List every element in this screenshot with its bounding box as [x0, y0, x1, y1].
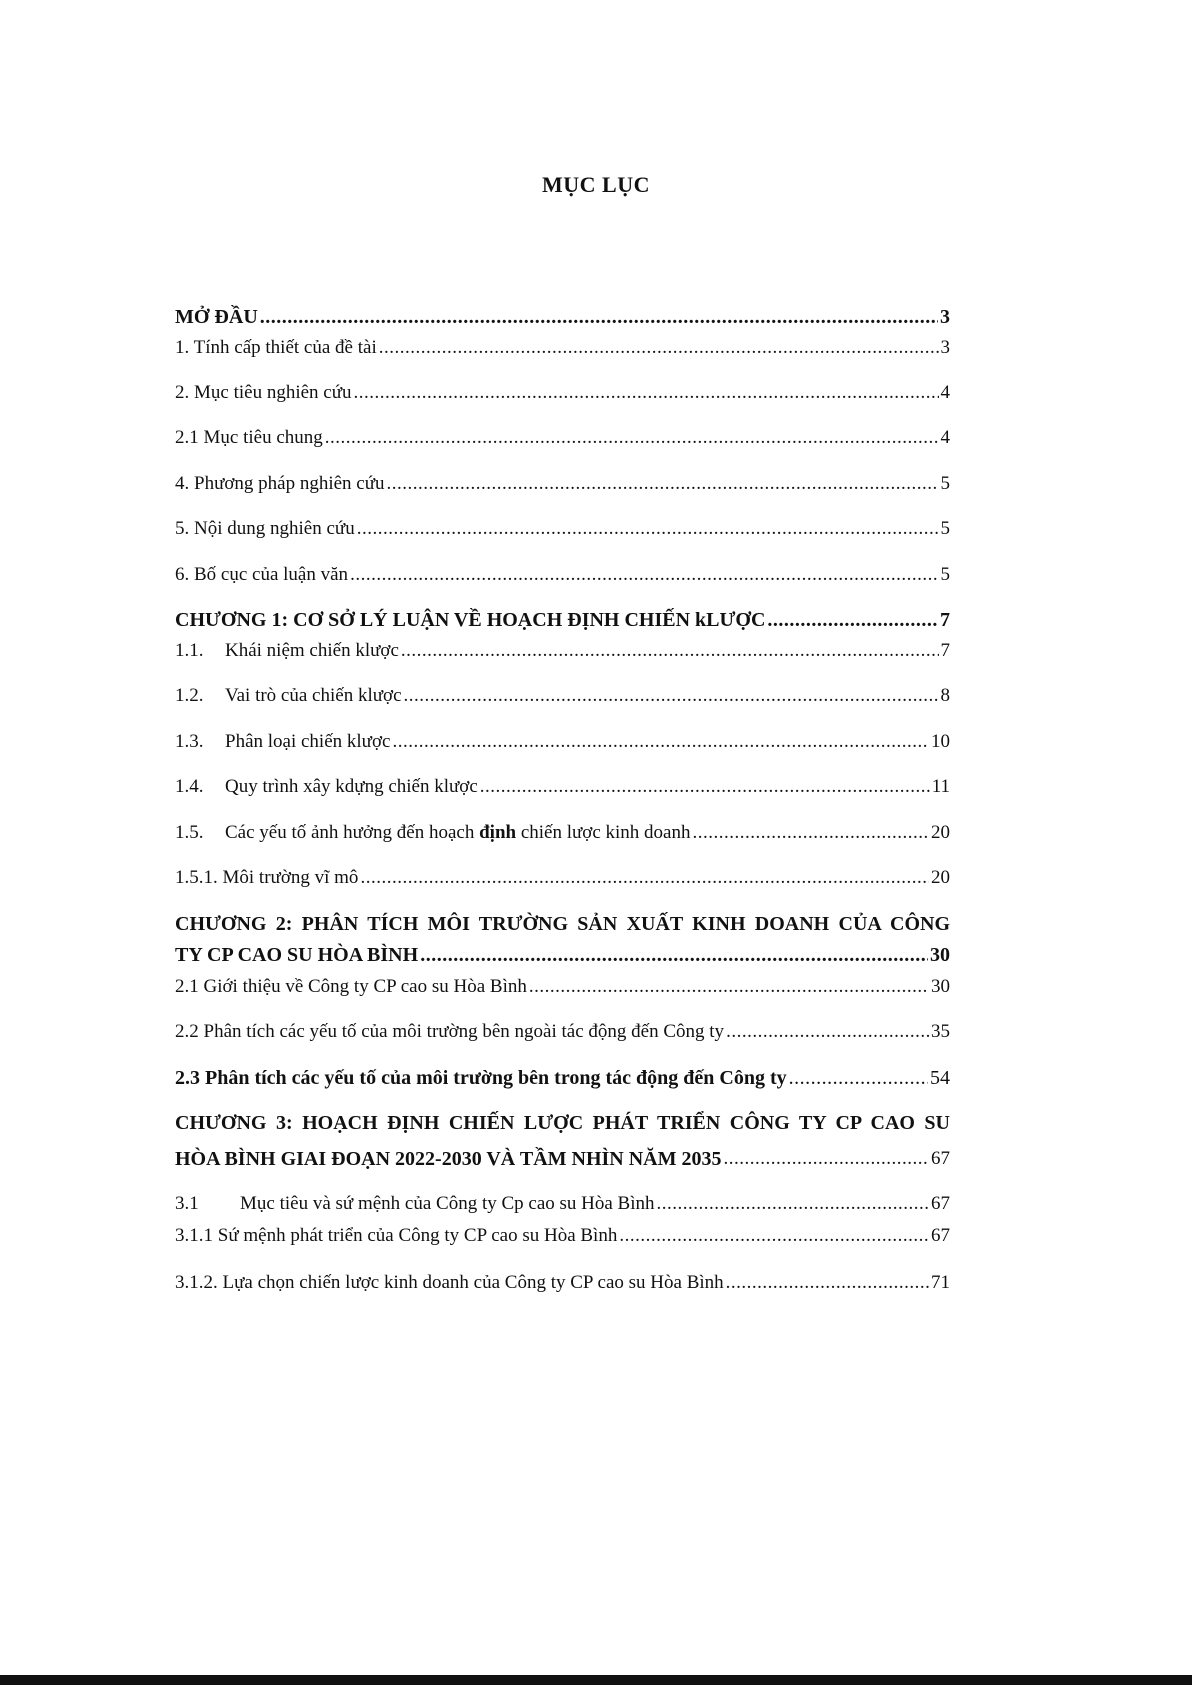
toc-entry-text: CHƯƠNG 1: CƠ SỞ LÝ LUẬN VỀ HOẠCH ĐỊNH CHIẾN kLƯỢC [175, 609, 766, 631]
toc-page-number: 54 [930, 1067, 950, 1089]
toc-entry-text: 2.1 Giới thiệu về Công ty CP cao su Hòa Bình [175, 976, 527, 997]
toc-leader-dots [387, 471, 939, 497]
toc-page-number: 67 [931, 1148, 950, 1169]
toc-entry-text: 5. Nội dung nghiên cứu [175, 518, 355, 539]
toc-leader-dots [480, 774, 930, 800]
toc-entry-number: 1.2. [175, 685, 204, 706]
toc-leader-dots [325, 425, 939, 451]
toc-entry-text-bold: định [479, 822, 517, 843]
toc-leader-dots [789, 1065, 928, 1091]
toc-leader-dots [379, 335, 939, 361]
toc-entry-text: 3.1.1 Sứ mệnh phát triển của Công ty CP cao su Hòa Bình [175, 1225, 618, 1246]
toc-entry-number: 1.3. [175, 731, 204, 752]
toc-entry[interactable] [175, 1019, 950, 1045]
toc-entry-text: Quy trình xây kdựng chiến klược [225, 776, 478, 797]
toc-entry-text: Khái niệm chiến klược [225, 640, 399, 661]
toc-leader-dots [529, 974, 929, 1000]
toc-entry-number: 1.5. [175, 822, 204, 843]
toc-entry-number: 1.4. [175, 776, 204, 797]
toc-page-number: 4 [940, 382, 950, 403]
toc-entry-text: MỞ ĐẦU [175, 306, 258, 328]
toc-entry-text: TY CP CAO SU HÒA BÌNH [175, 944, 419, 966]
toc-entry-chapter-1[interactable] [175, 607, 950, 633]
toc-leader-dots [260, 304, 938, 330]
toc-page-number: 4 [940, 427, 950, 448]
toc-chapter-2-heading[interactable]: CHƯƠNG 2: PHÂN TÍCH MÔI TRƯỜNG SẢN XUẤT KINH DOANH CỦA CÔNG [175, 913, 950, 935]
toc-entry-number: 1.1. [175, 640, 204, 661]
toc-entry[interactable] [175, 1191, 950, 1217]
toc-entry[interactable] [175, 471, 950, 497]
toc-entry[interactable] [175, 774, 950, 800]
toc-page-number: 5 [940, 564, 950, 585]
toc-page-number: 3 [940, 306, 950, 328]
toc-entry[interactable] [175, 1223, 950, 1249]
toc-leader-dots [392, 729, 929, 755]
toc-entry-text: Các yếu tố ảnh hưởng đến hoạch [225, 822, 480, 843]
toc-page-number: 7 [940, 609, 950, 631]
toc-entry-chapter-3[interactable] [175, 1146, 950, 1172]
toc-entry-number: 3.1 [175, 1193, 199, 1214]
toc-entry[interactable] [175, 638, 950, 664]
toc-entry[interactable] [175, 335, 950, 361]
toc-entry[interactable] [175, 1270, 950, 1296]
toc-page-number: 10 [931, 731, 950, 752]
toc-entry-text: Phân loại chiến klược [225, 731, 391, 752]
toc-entry-text: 4. Phương pháp nghiên cứu [175, 473, 385, 494]
toc-leader-dots [619, 1223, 929, 1249]
toc-entry-text: 3.1.2. Lựa chọn chiến lược kinh doanh của Công ty CP cao su Hòa Bình [175, 1272, 724, 1293]
toc-page-number: 5 [940, 518, 950, 539]
toc-page-number: 5 [940, 473, 950, 494]
toc-page-number: 71 [931, 1272, 950, 1293]
toc-leader-dots [360, 865, 929, 891]
toc-page-number: 11 [931, 776, 950, 797]
toc-entry-text: 2.1 Mục tiêu chung [175, 427, 323, 448]
bottom-edge-bar [0, 1675, 1192, 1685]
toc-leader-dots [767, 607, 938, 633]
toc-entry-text: 2.3 Phân tích các yếu tố của môi trường bên trong tác động đến Công ty [175, 1067, 787, 1089]
toc-leader-dots [404, 683, 939, 709]
toc-page-number: 67 [931, 1225, 950, 1246]
toc-entry[interactable] [175, 683, 950, 709]
toc-leader-dots [401, 638, 939, 664]
toc-entry-chapter-2[interactable] [175, 942, 950, 968]
toc-leader-dots [357, 516, 939, 542]
toc-leader-dots [724, 1146, 929, 1172]
toc-entry-text: Vai trò của chiến klược [225, 685, 402, 706]
toc-entry[interactable] [175, 974, 950, 1000]
toc-leader-dots [693, 820, 930, 846]
toc-leader-dots [350, 562, 938, 588]
toc-page-number: 20 [931, 822, 950, 843]
toc-leader-dots [354, 380, 939, 406]
toc-entry-text: Mục tiêu và sứ mệnh của Công ty Cp cao su Hòa Bình [240, 1193, 655, 1214]
toc-entry-text: chiến lược kinh doanh [516, 822, 691, 843]
page-title: MỤC LỤC [542, 172, 650, 197]
toc-page-number: 67 [931, 1193, 950, 1214]
toc-page-number: 35 [931, 1021, 950, 1042]
toc-entry-text: 6. Bố cục của luận văn [175, 564, 349, 585]
toc-entry[interactable] [175, 562, 950, 588]
toc-entry-text: 2. Mục tiêu nghiên cứu [175, 382, 352, 403]
toc-leader-dots [657, 1191, 929, 1217]
toc-leader-dots [726, 1019, 929, 1045]
toc-entry[interactable] [175, 380, 950, 406]
toc-entry[interactable] [175, 425, 950, 451]
toc-leader-dots [420, 942, 928, 968]
toc-entry[interactable] [175, 1065, 950, 1091]
toc-entry[interactable] [175, 729, 950, 755]
toc-page-number: 8 [940, 685, 950, 706]
toc-entry-text: HÒA BÌNH GIAI ĐOẠN 2022-2030 VÀ TẦM NHÌN NĂM 2035 [175, 1148, 722, 1170]
toc-page-number: 3 [940, 337, 950, 358]
toc-leader-dots [726, 1270, 929, 1296]
toc-entry-text: 2.2 Phân tích các yếu tố của môi trường bên ngoài tác động đến Công ty [175, 1021, 725, 1042]
toc-page-number: 30 [931, 976, 950, 997]
toc-entry-mo-dau[interactable] [175, 304, 950, 330]
toc-page-number: 7 [940, 640, 950, 661]
toc-page-number: 30 [930, 944, 950, 966]
toc-entry-text: 1. Tính cấp thiết của đề tài [175, 337, 377, 358]
toc-entry[interactable] [175, 820, 950, 846]
toc-entry-text: 1.5.1. Môi trường vĩ mô [175, 867, 359, 888]
toc-entry[interactable] [175, 865, 950, 891]
toc-chapter-3-heading[interactable]: CHƯƠNG 3: HOẠCH ĐỊNH CHIẾN LƯỢC PHÁT TRIỂN CÔNG TY CP CAO SU [175, 1112, 950, 1134]
toc-entry[interactable] [175, 516, 950, 542]
toc-page-number: 20 [931, 867, 950, 888]
